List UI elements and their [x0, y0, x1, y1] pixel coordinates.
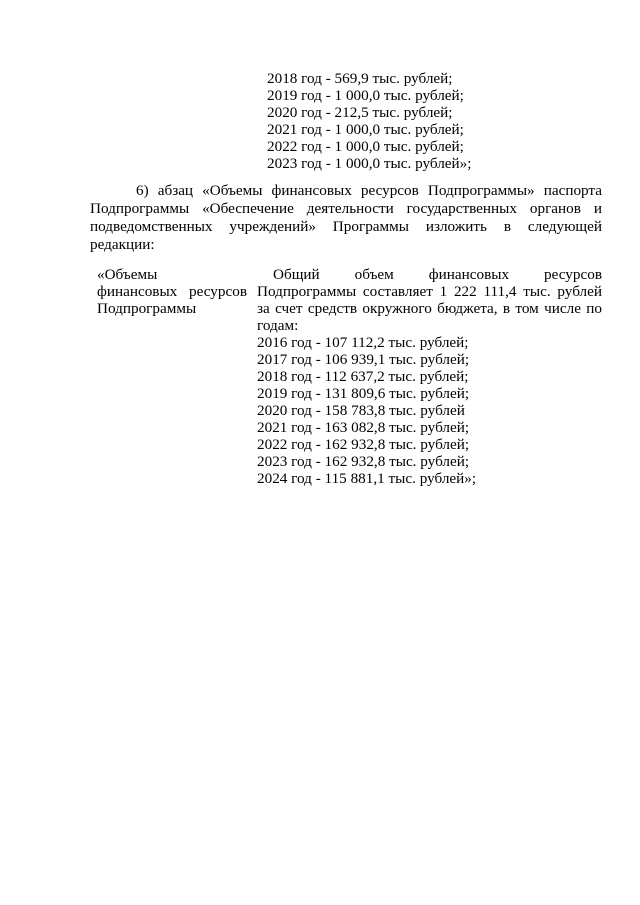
list-item: 2018 год - 569,9 тыс. рублей;: [267, 70, 453, 87]
amendment-paragraph: [90, 182, 602, 254]
list-item: 2020 год - 158 783,8 тыс. рублей: [257, 402, 465, 419]
list-item: 2017 год - 106 939,1 тыс. рублей;: [257, 351, 470, 368]
paragraph-line: 6) абзац «Объемы финансовых ресурсов Подпрограммы» паспорта: [136, 182, 602, 199]
cell-line: «Объемы: [97, 266, 158, 283]
paragraph-line: подведомственных учреждений» Программы изложить в следующей: [90, 218, 602, 235]
table-left-cell: [97, 266, 247, 317]
paragraph-line: редакции:: [90, 236, 155, 253]
table-right-cell: [257, 266, 602, 487]
list-item: 2023 год - 1 000,0 тыс. рублей»;: [267, 155, 472, 172]
list-item: 2021 год - 163 082,8 тыс. рублей;: [257, 419, 470, 436]
list-item: 2020 год - 212,5 тыс. рублей;: [267, 104, 453, 121]
cell-line: Подпрограммы составляет 1 222 111,4 тыс. рублей: [257, 283, 602, 300]
list-item: 2022 год - 1 000,0 тыс. рублей;: [267, 138, 464, 155]
list-item: 2019 год - 131 809,6 тыс. рублей;: [257, 385, 470, 402]
list-item: 2023 год - 162 932,8 тыс. рублей;: [257, 453, 470, 470]
list-item: 2024 год - 115 881,1 тыс. рублей»;: [257, 470, 477, 487]
list-item: 2021 год - 1 000,0 тыс. рублей;: [267, 121, 464, 138]
list-item: 2016 год - 107 112,2 тыс. рублей;: [257, 334, 469, 351]
list-item: 2018 год - 112 637,2 тыс. рублей;: [257, 368, 469, 385]
cell-line: за счет средств окружного бюджета, в том числе по: [257, 300, 602, 317]
cell-line: Общий объем финансовых ресурсов: [273, 266, 602, 283]
cell-line: финансовых ресурсов: [97, 283, 247, 300]
funding-years-list-top: [267, 70, 472, 172]
cell-line: Подпрограммы: [97, 300, 197, 317]
paragraph-line: Подпрограммы «Обеспечение деятельности государственных органов и: [90, 200, 602, 217]
list-item: 2022 год - 162 932,8 тыс. рублей;: [257, 436, 470, 453]
cell-line: годам:: [257, 317, 299, 334]
list-item: 2019 год - 1 000,0 тыс. рублей;: [267, 87, 464, 104]
